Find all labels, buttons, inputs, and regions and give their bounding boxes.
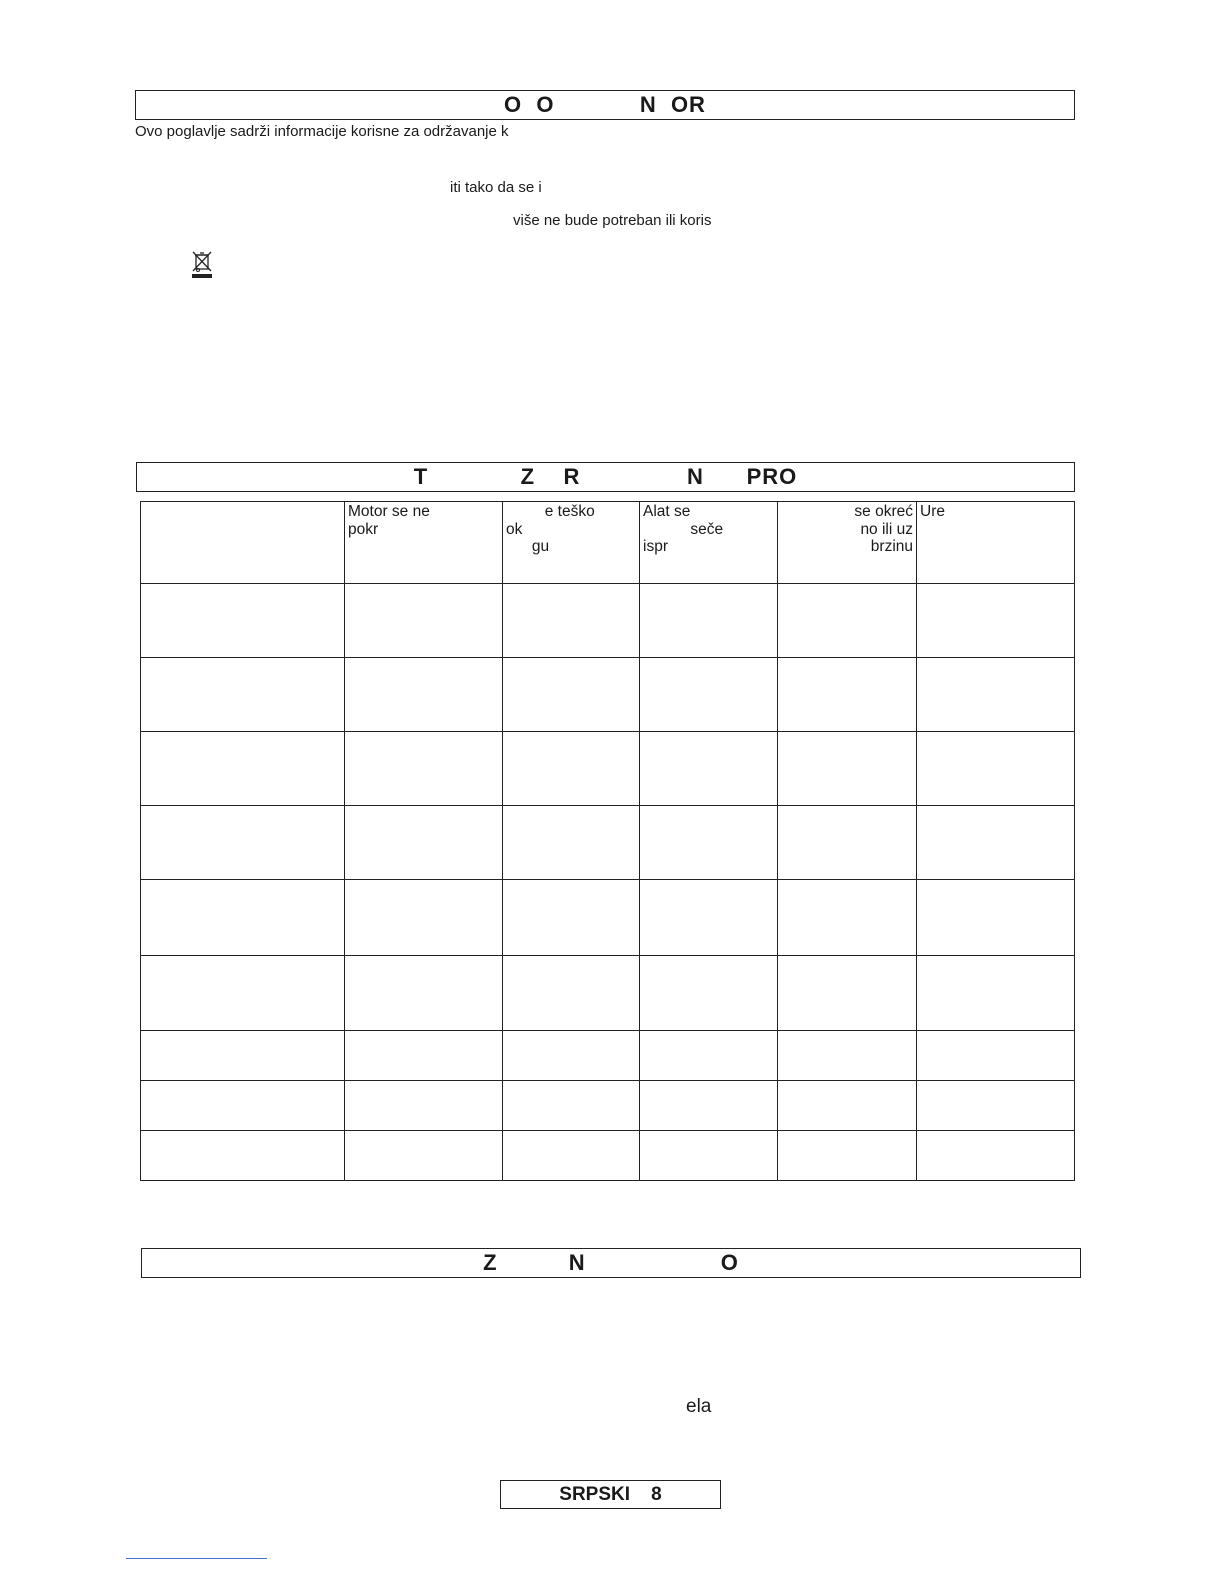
table-header-cell: Alat se seče ispr [640, 502, 778, 584]
paragraph-line-1: Ovo poglavlje sadrži informacije korisne za održavanje k [135, 123, 509, 140]
table-header-cell: e teško ok gu [503, 502, 640, 584]
table-row [141, 806, 1075, 880]
table-header-cell: Motor se ne pokr [345, 502, 503, 584]
bottom-section-title [141, 1248, 1081, 1278]
troubleshooting-title-text: T Z R N PRO [413, 464, 798, 489]
table-header-cell: Ure [917, 502, 1075, 584]
troubleshooting-table [140, 501, 1075, 1181]
bottom-title-text: Z N O [483, 1250, 739, 1275]
table-header-cell: se okreć no ili uz brzinu [778, 502, 917, 584]
table-row [141, 955, 1075, 1030]
table-row [141, 1030, 1075, 1080]
crossed-out-wheelie-bin-icon [190, 250, 214, 280]
table-row [141, 658, 1075, 732]
table-row [141, 1080, 1075, 1130]
bottom-underline-link [126, 1558, 267, 1559]
bottom-text-fragment: ela [686, 1396, 712, 1417]
paragraph-line-3: više ne bude potreban ili koris [513, 212, 712, 229]
maintenance-section-title [135, 90, 1075, 120]
table-header-row [141, 502, 1075, 584]
maintenance-title-text: O O N OR [504, 92, 706, 117]
table-header-cell [141, 502, 345, 584]
page-footer-label: SRPSKI 8 [500, 1480, 721, 1509]
table-row [141, 732, 1075, 806]
table-row [141, 1130, 1075, 1180]
troubleshooting-section-title [136, 462, 1075, 492]
table-row [141, 584, 1075, 658]
paragraph-line-2: iti tako da se i [450, 179, 542, 196]
table-row [141, 880, 1075, 955]
